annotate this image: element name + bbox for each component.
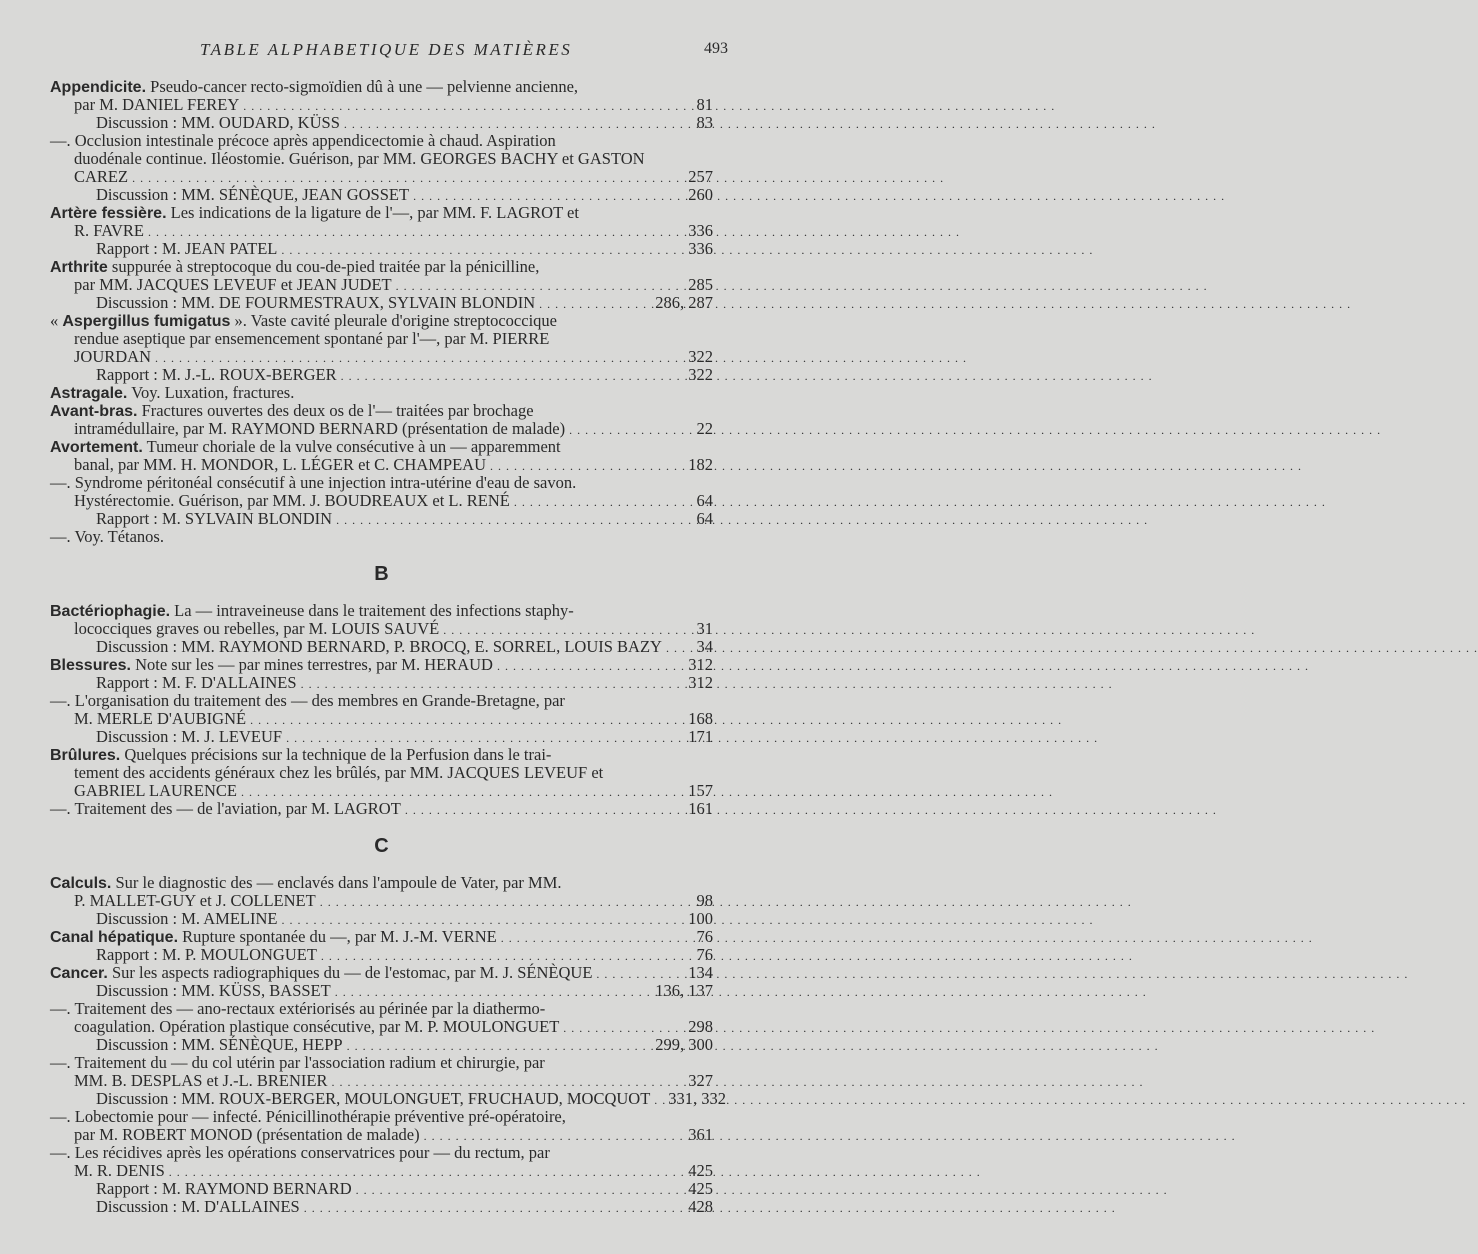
- entry-heading: Cancer.: [50, 965, 108, 982]
- index-line: [50, 710, 713, 728]
- dot-leader: [250, 710, 684, 729]
- index-line: [50, 602, 713, 620]
- index-line: [50, 132, 713, 150]
- index-line: [50, 1180, 713, 1198]
- index-line: [50, 366, 713, 384]
- section-letter: B: [374, 563, 389, 585]
- dot-leader: [501, 928, 693, 947]
- entry-text: [74, 892, 316, 910]
- entry-text: [96, 114, 340, 132]
- entry-text: [74, 620, 439, 638]
- entry-body: Discussion : M. D'ALLAINES: [96, 1197, 300, 1216]
- entry-text: [50, 1054, 545, 1072]
- index-line: [50, 420, 713, 438]
- entry-text: [96, 1180, 352, 1198]
- index-line: [50, 348, 713, 366]
- page-reference: 322: [688, 347, 713, 366]
- entry-body: Discussion : MM. SÉNÈQUE, JEAN GOSSET: [96, 185, 410, 204]
- page-reference: 31: [696, 619, 713, 638]
- page-reference: 312: [688, 673, 713, 692]
- entry-body: duodénale continue. Iléostomie. Guérison, par MM. GEORGES BACHY et GASTON: [74, 149, 645, 168]
- entry-text: [74, 1162, 165, 1180]
- index-line: [50, 800, 713, 818]
- index-line: [50, 240, 713, 258]
- page-reference: 34: [696, 637, 713, 656]
- page-reference: 161: [688, 799, 713, 818]
- page-reference: 425: [688, 1161, 713, 1180]
- entry-text: [74, 456, 486, 474]
- entry-heading: Brûlures.: [50, 747, 121, 764]
- entry-text: [74, 222, 144, 240]
- entry-heading: Canal hépatique.: [50, 929, 179, 946]
- index-line: [50, 258, 713, 276]
- entry-body: Discussion : MM. DE FOURMESTRAUX, SYLVAIN BLONDIN: [96, 293, 536, 312]
- index-line: [50, 1036, 713, 1054]
- page-reference: 257: [688, 167, 713, 186]
- entry-text: [74, 492, 510, 510]
- page-reference: 298: [688, 1017, 713, 1036]
- entry-text: [96, 728, 282, 746]
- page-reference: 76: [696, 927, 713, 946]
- index-line: [50, 638, 713, 656]
- entry-body: —. Voy. Tétanos.: [50, 527, 164, 546]
- page-reference: 98: [696, 891, 713, 910]
- entry-body: Fractures ouvertes des deux os de l'— traitées par brochage: [137, 401, 534, 420]
- page-reference: 136, 137: [655, 981, 713, 1000]
- entry-body: —. Syndrome péritonéal consécutif à une injection intra-utérine d'eau de savon.: [50, 473, 577, 492]
- index-line: [50, 294, 713, 312]
- page-reference: 336: [688, 221, 713, 240]
- entry-heading: Avant-bras.: [50, 403, 138, 420]
- entry-body: Discussion : M. J. LEVEUF: [96, 727, 283, 746]
- entry-text: [96, 946, 317, 964]
- entry-body: intramédullaire, par M. RAYMOND BERNARD (présentation de malade): [74, 419, 566, 438]
- entry-body: Pseudo-cancer recto-sigmoïdien dû à une — pelvienne ancienne,: [146, 77, 579, 96]
- entry-heading: Arthrite: [50, 259, 108, 276]
- section-letter: C: [374, 835, 389, 857]
- page-reference: 22: [696, 419, 713, 438]
- index-line: [50, 438, 713, 456]
- dot-leader: [654, 1090, 664, 1109]
- entry-text: [74, 420, 565, 438]
- entry-body: Discussion : MM. ROUX-BERGER, MOULONGUET, FRUCHAUD, MOCQUOT: [96, 1089, 651, 1108]
- index-line: [50, 1162, 713, 1180]
- page-reference: 157: [688, 781, 713, 800]
- entry-text: [74, 330, 549, 348]
- entry-text: [96, 366, 337, 384]
- entry-text: [50, 132, 556, 150]
- entry-body: par M. ROBERT MONOD (présentation de malade): [74, 1125, 420, 1144]
- entry-body: tement des accidents généraux chez les brûlés, par MM. JACQUES LEVEUF et: [74, 763, 604, 782]
- entry-body: rendue aseptique par ensemencement spontané par l'—, par M. PIERRE: [74, 329, 550, 348]
- entry-text: [50, 1108, 566, 1126]
- index-line: [50, 928, 713, 946]
- entry-body: Hystérectomie. Guérison, par MM. J. BOUDREAUX et L. RENÉ: [74, 491, 510, 510]
- page-reference: 428: [688, 1197, 713, 1216]
- entry-body: Rapport : M. J.-L. ROUX-BERGER: [96, 365, 337, 384]
- entry-text: [96, 982, 331, 1000]
- entry-body: M. R. DENIS: [74, 1161, 165, 1180]
- entry-body: Quelques précisions sur la technique de la Perfusion dans le trai-: [120, 745, 552, 764]
- entry-text: [96, 910, 278, 928]
- entry-body: Rapport : M. SYLVAIN BLONDIN: [96, 509, 333, 528]
- page-reference: 425: [688, 1179, 713, 1198]
- entry-text: [96, 1036, 343, 1054]
- page-reference: 336: [688, 239, 713, 258]
- entry-body: —. L'organisation du traitement des — des membres en Grande-Bretagne, par: [50, 691, 565, 710]
- index-line: [50, 728, 713, 746]
- entry-heading: Aspergillus fumigatus: [62, 313, 231, 330]
- index-line: [50, 1089, 727, 1108]
- entry-text: [74, 1072, 327, 1090]
- entry-body: —. Occlusion intestinale précoce après appendicectomie à chaud. Aspiration: [50, 131, 556, 150]
- entry-text: [50, 1000, 545, 1018]
- entry-body: —. Traitement des — de l'aviation, par M. LAGROT: [50, 799, 401, 818]
- dot-leader: [336, 510, 692, 529]
- entry-text: [96, 294, 535, 312]
- index-line: [50, 456, 713, 474]
- index-line: [50, 186, 713, 204]
- dot-leader: [356, 1180, 685, 1199]
- page-reference: 171: [688, 727, 713, 746]
- index-line: [50, 1108, 713, 1126]
- entry-body: —. Les récidives après les opérations conservatrices pour — du rectum, par: [50, 1143, 550, 1162]
- entry-body: MM. B. DESPLAS et J.-L. BRENIER: [74, 1071, 328, 1090]
- entry-body: coagulation. Opération plastique consécutive, par M. P. MOULONGUET: [74, 1017, 560, 1036]
- index-line: [50, 528, 713, 546]
- entry-body: —. Traitement des — ano-rectaux extériorisés au périnée par la diathermo-: [50, 999, 546, 1018]
- dot-leader: [569, 420, 692, 439]
- page-reference: 286, 287: [655, 293, 713, 312]
- entry-body: Tumeur choriale de la vulve consécutive à un — apparemment: [142, 437, 561, 456]
- entry-body: par M. DANIEL FEREY: [74, 95, 240, 114]
- index-line: [50, 474, 713, 492]
- entry-body: M. MERLE D'AUBIGNÉ: [74, 709, 247, 728]
- entry-body: JOURDAN: [74, 347, 152, 366]
- entry-text: [96, 186, 409, 204]
- dot-leader: [497, 656, 684, 675]
- index-line: [50, 276, 713, 294]
- page-reference: 285: [688, 275, 713, 294]
- entry-text: [74, 1018, 559, 1036]
- index-line: [50, 910, 713, 928]
- entry-heading: Artère fessière.: [50, 205, 167, 222]
- entry-heading: Blessures.: [50, 657, 131, 674]
- index-line: [50, 204, 713, 222]
- entry-text: [96, 1090, 650, 1108]
- entry-body: ». Vaste cavité pleurale d'origine streptococcique: [230, 311, 557, 330]
- index-line: [50, 222, 713, 240]
- index-line: [50, 692, 713, 710]
- entry-body: lococciques graves ou rebelles, par M. LOUIS SAUVÉ: [74, 619, 440, 638]
- index-line: [50, 402, 713, 420]
- entry-body: Sur les aspects radiographiques du — de l'estomac, par M. J. SÉNÈQUE: [107, 963, 593, 982]
- entry-text: [74, 96, 239, 114]
- entry-text: [50, 692, 565, 710]
- dot-leader: [320, 892, 693, 911]
- index-line: [50, 674, 713, 692]
- index-line: [50, 492, 713, 510]
- page-number: 493: [704, 40, 728, 57]
- entry-text: [50, 800, 401, 818]
- entry-body: Discussion : MM. RAYMOND BERNARD, P. BROCQ, E. SORREL, LOUIS BAZY: [96, 637, 662, 656]
- index-line: [50, 656, 713, 674]
- entry-text: [96, 1198, 300, 1216]
- entry-body: Note sur les — par mines terrestres, par M. HERAUD: [130, 655, 493, 674]
- entry-body: Les indications de la ligature de l'—, par MM. F. LAGROT et: [166, 203, 579, 222]
- page-reference: 134: [688, 963, 713, 982]
- index-line: [50, 1198, 713, 1216]
- entry-text: [96, 240, 277, 258]
- page-reference: 331, 332: [668, 1089, 727, 1108]
- page-reference: 83: [696, 113, 713, 132]
- entry-body: Discussion : MM. SÉNÈQUE, HEPP: [96, 1035, 343, 1054]
- index-line: [50, 874, 713, 892]
- index-line: [50, 764, 713, 782]
- page-reference: 100: [688, 909, 713, 928]
- page-reference: 322: [688, 365, 713, 384]
- index-line: [50, 892, 713, 910]
- index-line: [50, 782, 713, 800]
- page-reference: 299, 300: [655, 1035, 713, 1054]
- entry-body: Rapport : M. JEAN PATEL: [96, 239, 278, 258]
- entry-body: Discussion : M. AMELINE: [96, 909, 278, 928]
- entry-body: GABRIEL LAURENCE: [74, 781, 238, 800]
- index-line: [50, 96, 713, 114]
- index-line: [50, 510, 713, 528]
- index-line: [50, 982, 713, 1000]
- index-line: [50, 78, 713, 96]
- page-reference: 168: [688, 709, 713, 728]
- page-reference: 312: [688, 655, 713, 674]
- page-reference: 327: [688, 1071, 713, 1090]
- index-line: [50, 620, 713, 638]
- entry-body: Discussion : MM. OUDARD, KÜSS: [96, 113, 340, 132]
- entry-text: [50, 474, 576, 492]
- entry-text: [74, 1126, 420, 1144]
- entry-heading: Bactériophagie.: [50, 603, 171, 620]
- entry-prefix: «: [50, 311, 63, 330]
- index-line: [50, 114, 713, 132]
- page-reference: 182: [688, 455, 713, 474]
- entry-body: —. Lobectomie pour — infecté. Pénicillinothérapie préventive pré-opératoire,: [50, 1107, 566, 1126]
- entry-body: Discussion : MM. KÜSS, BASSET: [96, 981, 331, 1000]
- index-line: [50, 312, 713, 330]
- entry-text: [96, 638, 662, 656]
- entry-body: Sur le diagnostic des — enclavés dans l'ampoule de Vater, par MM.: [111, 873, 562, 892]
- page-reference: 64: [696, 509, 713, 528]
- entry-body: Voy. Luxation, fractures.: [127, 383, 295, 402]
- dot-leader: [405, 800, 684, 819]
- entry-body: suppurée à streptocoque du cou-de-pied traitée par la pénicilline,: [107, 257, 540, 276]
- index-line: [50, 1018, 713, 1036]
- index-line: [50, 946, 713, 964]
- index-line: [50, 1054, 713, 1072]
- index-line: [50, 1126, 713, 1144]
- entry-text: [74, 782, 237, 800]
- entry-heading: Avortement.: [50, 439, 143, 456]
- page-reference: 361: [688, 1125, 713, 1144]
- index-line: [50, 168, 713, 186]
- page-reference: 260: [688, 185, 713, 204]
- page-reference: 64: [696, 491, 713, 510]
- entry-body: Rapport : M. F. D'ALLAINES: [96, 673, 297, 692]
- index-line: [50, 384, 713, 402]
- entry-body: P. MALLET-GUY et J. COLLENET: [74, 891, 316, 910]
- dot-leader: [341, 366, 685, 385]
- entry-body: Rupture spontanée du —, par M. J.-M. VERNE: [178, 927, 497, 946]
- index-line: [50, 746, 713, 764]
- index-line: [50, 964, 713, 982]
- entry-heading: Astragale.: [50, 385, 128, 402]
- entry-text: [74, 168, 128, 186]
- entry-body: CAREZ: [74, 167, 129, 186]
- entry-text: [96, 510, 332, 528]
- running-title: TABLE ALPHABETIQUE DES MATIÈRES: [200, 40, 573, 59]
- entry-body: R. FAVRE: [74, 221, 144, 240]
- index-line: [50, 330, 713, 348]
- entry-body: La — intraveineuse dans le traitement des infections staphy-: [170, 601, 574, 620]
- page-header: [0, 40, 800, 64]
- index-entries: [50, 77, 727, 1216]
- index-line: [50, 1144, 713, 1162]
- entry-text: [74, 710, 246, 728]
- entry-text: [50, 1144, 550, 1162]
- entry-body: Rapport : M. P. MOULONGUET: [96, 945, 317, 964]
- dot-leader: [304, 1198, 685, 1217]
- entry-text: [96, 674, 297, 692]
- entry-body: —. Traitement du — du col utérin par l'association radium et chirurgie, par: [50, 1053, 545, 1072]
- entry-text: [74, 348, 151, 366]
- dot-leader: [514, 492, 693, 511]
- entry-body: par MM. JACQUES LEVEUF et JEAN JUDET: [74, 275, 392, 294]
- entry-body: Rapport : M. RAYMOND BERNARD: [96, 1179, 352, 1198]
- entry-text: [74, 764, 603, 782]
- index-line: [50, 1072, 713, 1090]
- entry-text: [74, 276, 392, 294]
- entry-heading: Appendicite.: [50, 79, 147, 96]
- entry-text: [74, 150, 645, 168]
- entry-heading: Calculs.: [50, 875, 112, 892]
- page-reference: 81: [696, 95, 713, 114]
- index-line: [50, 1000, 713, 1018]
- page-reference: 76: [696, 945, 713, 964]
- index-line: [50, 150, 713, 168]
- entry-text: [50, 528, 164, 546]
- entry-body: banal, par MM. H. MONDOR, L. LÉGER et C. CHAMPEAU: [74, 455, 487, 474]
